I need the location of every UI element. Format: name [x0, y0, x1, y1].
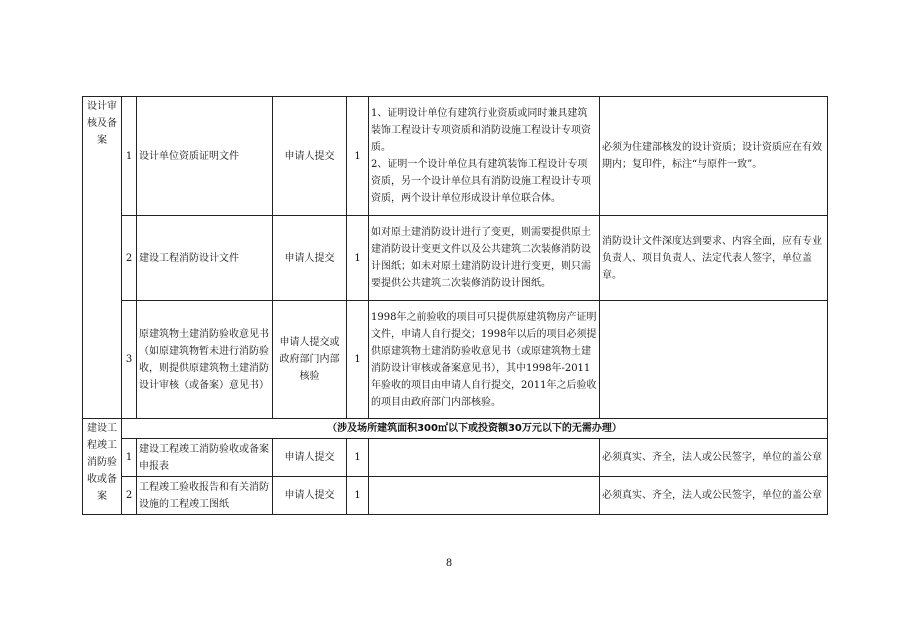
material-note [369, 477, 600, 515]
material-source: 申请人提交或政府部门内部核验 [273, 301, 347, 419]
row-number: 1 [122, 97, 137, 216]
material-source: 申请人提交 [273, 216, 347, 301]
copies: 1 [347, 439, 369, 477]
row-number: 2 [122, 216, 137, 301]
material-requirement: 必须为住建部核发的设计资质；设计资质应在有效期内；复印件，标注“与原件一致”。 [600, 97, 828, 216]
material-requirement: 必须真实、齐全，法人或公民签字，单位的盖公章 [600, 439, 828, 477]
category-cell [83, 97, 122, 419]
row-number: 2 [122, 477, 137, 515]
material-requirement [600, 301, 828, 419]
material-name: 原建筑物土建消防验收意见书（如原建筑物暂未进行消防验收，则提供原建筑物土建消防设计审核（或备案）意见书） [137, 301, 273, 419]
category-cell [83, 419, 122, 515]
material-note: 如对原土建消防设计进行了变更，则需要提供原土建消防设计变更文件以及公共建筑二次装修消防设计图纸；如未对原土建消防设计进行变更，则只需要提供公共建筑二次装修消防设计图纸。 [369, 216, 600, 301]
table-row [83, 216, 828, 301]
material-name: 设计单位资质证明文件 [137, 97, 273, 216]
material-source: 申请人提交 [273, 477, 347, 515]
copies: 1 [347, 477, 369, 515]
exemption-banner: （涉及场所建筑面积300㎡以下或投资额30万元以下的无需办理） [122, 419, 828, 439]
category-label: 设计审核及备案 [87, 101, 117, 146]
copies: 1 [347, 216, 369, 301]
material-note: 1998年之前验收的项目可只提供原建筑物房产证明文件，申请人自行提交；1998年以后的项目必须提供原建筑物土建消防验收意见书（或原建筑物土建消防设计审核或备案意见书），其中1998年-2011年验收的项目由申请人自行提交，2011年之后验收的项目由政府部门内部核验。 [369, 301, 600, 419]
material-name: 工程竣工验收报告和有关消防设施的工程竣工图纸 [137, 477, 273, 515]
table-row [83, 301, 828, 419]
copies: 1 [347, 97, 369, 216]
material-name: 建设工程竣工消防验收或备案申报表 [137, 439, 273, 477]
material-requirement: 必须真实、齐全，法人或公民签字，单位的盖公章 [600, 477, 828, 515]
category-label: 建设工程竣工消防验收或备案 [87, 423, 117, 502]
material-source: 申请人提交 [273, 97, 347, 216]
material-source: 申请人提交 [273, 439, 347, 477]
row-number: 3 [122, 301, 137, 419]
page-number: 8 [445, 558, 453, 569]
table-row [83, 439, 828, 477]
row-number: 1 [122, 439, 137, 477]
table-row [83, 419, 828, 439]
materials-table [82, 96, 828, 515]
table-row [83, 477, 828, 515]
material-note [369, 439, 600, 477]
copies: 1 [347, 301, 369, 419]
table-row [83, 97, 828, 216]
material-name: 建设工程消防设计文件 [137, 216, 273, 301]
material-note: 1、证明设计单位有建筑行业资质或同时兼具建筑装饰工程设计专项资质和消防设施工程设计专项资质。 2、证明一个设计单位具有建筑装饰工程设计专项资质，另一个设计单位具有消防设施工程设计专项资质，两个设计单位形成设计单位联合体。 [369, 97, 600, 216]
material-requirement: 消防设计文件深度达到要求、内容全面，应有专业负责人、项目负责人、法定代表人签字，单位盖章。 [600, 216, 828, 301]
